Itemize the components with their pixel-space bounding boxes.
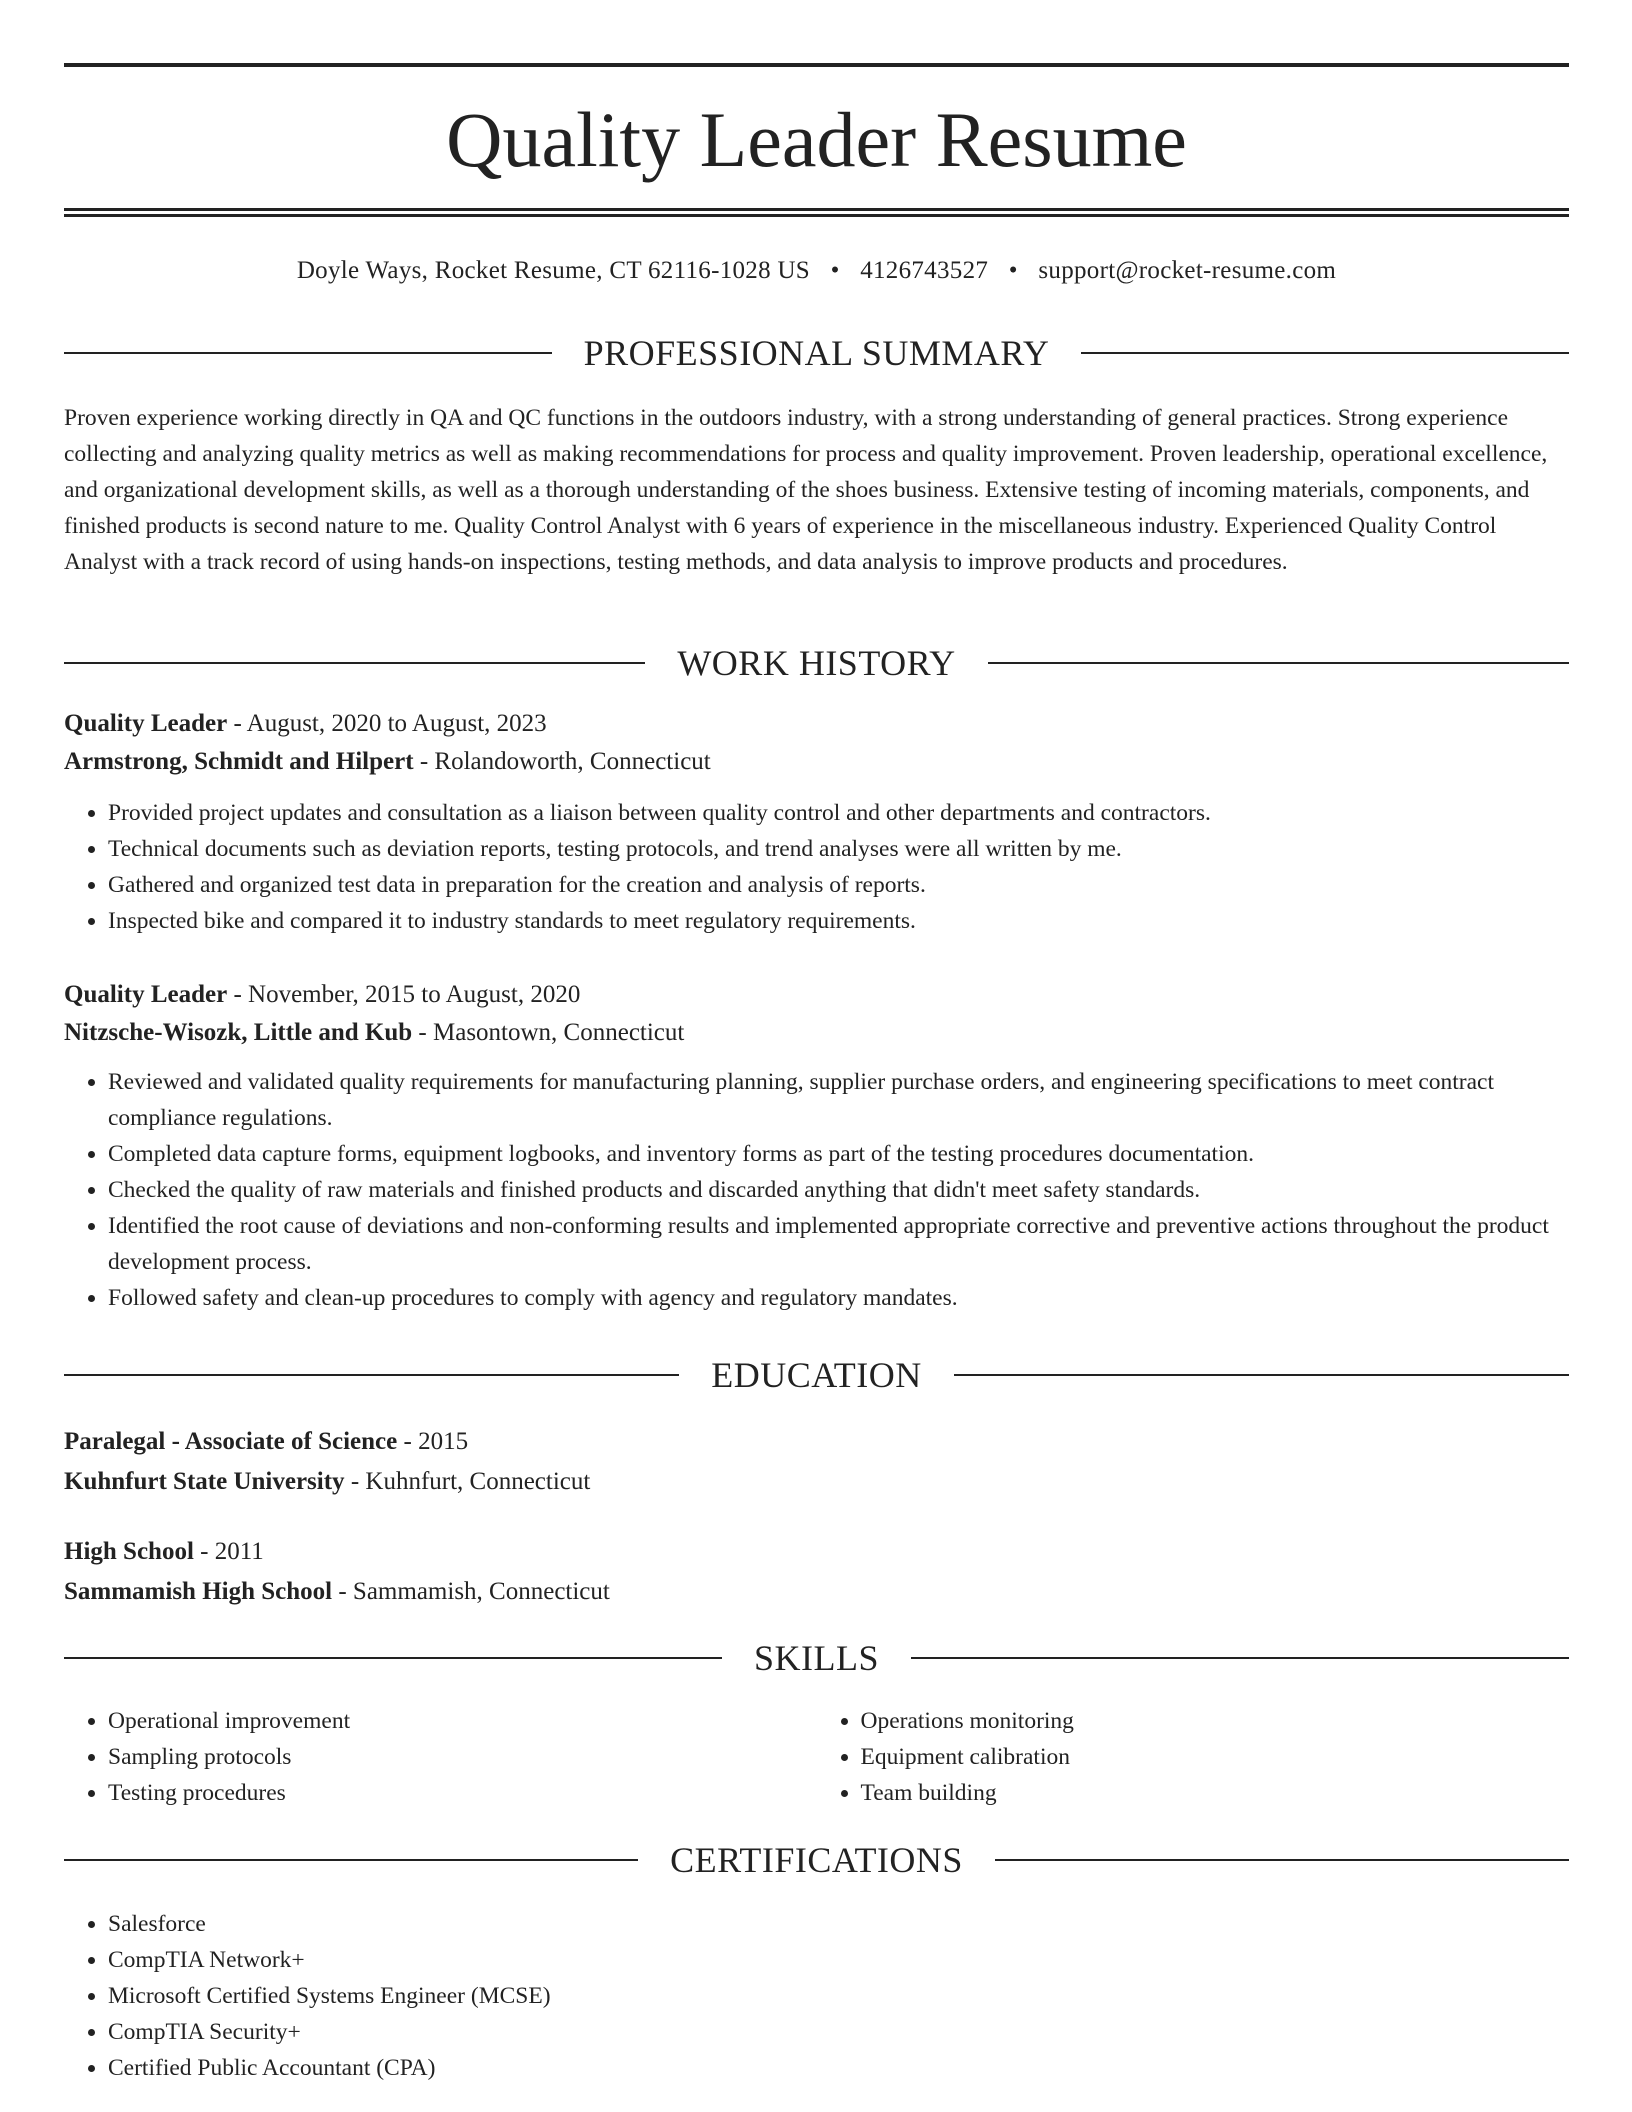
edu-school: Sammamish High School [64, 1578, 333, 1605]
job-bullets [64, 795, 1569, 939]
list-item: • Identified the root cause of deviations and non-conforming results and implemented appropriate corrective and preventive actions throughout the product development process. [108, 1208, 1569, 1280]
list-item: • Operational improvement [108, 1703, 817, 1739]
education-entry [64, 1532, 1569, 1612]
section-title: WORK HISTORY [677, 643, 956, 683]
contact-separator: • [1008, 257, 1018, 284]
list-item: • Technical documents such as deviation reports, testing protocols, and trend analyses were all written by me. [108, 831, 1569, 867]
job-company: Armstrong, Schmidt and Hilpert [64, 748, 414, 775]
certifications [64, 1906, 1569, 2086]
edu-school: Kuhnfurt State University [64, 1468, 345, 1495]
list-item: • CompTIA Security+ [108, 2014, 1569, 2050]
list-item: • Reviewed and validated quality requirements for manufacturing planning, supplier purchase orders, and engineering specifications to meet contract compliance regulations. [108, 1064, 1569, 1136]
list-item: • Operations monitoring [861, 1703, 1570, 1739]
contact-line [64, 255, 1569, 287]
list-item: • Certified Public Accountant (CPA) [108, 2050, 1569, 2086]
section-title: PROFESSIONAL SUMMARY [583, 333, 1050, 373]
list-item: • Microsoft Certified Systems Engineer (MCSE) [108, 1978, 1569, 2014]
edu-location: - Kuhnfurt, Connecticut [344, 1468, 591, 1495]
section-header-skills [64, 1636, 1569, 1680]
list-item: • CompTIA Network+ [108, 1942, 1569, 1978]
job-dates: - November, 2015 to August, 2020 [227, 981, 581, 1008]
list-item: • Team building [861, 1775, 1570, 1811]
section-title: SKILLS [754, 1638, 880, 1678]
skills-list-right [817, 1703, 1570, 1811]
contact-email[interactable]: support@rocket-resume.com [1038, 257, 1337, 284]
section-title: CERTIFICATIONS [670, 1840, 963, 1880]
job-company: Nitzsche-Wisozk, Little and Kub [64, 1019, 413, 1046]
list-item: • Inspected bike and compared it to industry standards to meet regulatory requirements. [108, 903, 1569, 939]
contact-separator: • [830, 257, 840, 284]
skills-list-left [64, 1703, 817, 1811]
job-entry [64, 705, 1569, 939]
top-rule [64, 63, 1569, 67]
section-header-summary [64, 331, 1569, 375]
edu-location: - Sammamish, Connecticut [332, 1578, 610, 1605]
summary-paragraph: Proven experience working directly in QA and QC functions in the outdoors industry, with a strong understanding of general practices. Strong experience collecting and analyzing quality metrics as well as making recommendations for process and quality improvement. Proven leadership, operational excellence, and organizational development skills, as well as a thorough understanding of the shoes business. Extensive testing of incoming materials, components, and finished products is second nature to me. Quality Control Analyst with 6 years of experience in the miscellaneous industry. Experienced Quality Control Analyst with a track record of using hands-on inspections, testing methods, and data analysis to improve products and procedures. [64, 405, 1548, 575]
certifications-list [64, 1906, 1569, 2086]
page-title: Quality Leader Resume [446, 96, 1187, 183]
edu-degree: Paralegal - Associate of Science [64, 1428, 398, 1455]
edu-year: - 2015 [397, 1428, 469, 1455]
title-double-rule [64, 208, 1569, 217]
job-location: - Masontown, Connecticut [412, 1019, 685, 1046]
list-item: • Salesforce [108, 1906, 1569, 1942]
job-location: - Rolandoworth, Connecticut [413, 748, 711, 775]
list-item: • Provided project updates and consultation as a liaison between quality control and other departments and contractors. [108, 795, 1569, 831]
list-item: • Sampling protocols [108, 1739, 817, 1775]
section-header-certifications [64, 1838, 1569, 1882]
skills-columns [64, 1703, 1569, 1811]
list-item: • Followed safety and clean-up procedures to comply with agency and regulatory mandates. [108, 1280, 1569, 1316]
job-bullets [64, 1064, 1569, 1316]
job-title: Quality Leader [64, 981, 228, 1008]
job-title: Quality Leader [64, 710, 228, 737]
edu-year: - 2011 [193, 1538, 264, 1565]
section-title: EDUCATION [711, 1355, 922, 1395]
job-entry [64, 976, 1569, 1316]
list-item: • Checked the quality of raw materials and finished products and discarded anything that didn't meet safety standards. [108, 1172, 1569, 1208]
section-header-work [64, 641, 1569, 685]
list-item: • Testing procedures [108, 1775, 817, 1811]
list-item: • Gathered and organized test data in preparation for the creation and analysis of reports. [108, 867, 1569, 903]
list-item: • Equipment calibration [861, 1739, 1570, 1775]
edu-degree: High School [64, 1538, 194, 1565]
contact-address: Doyle Ways, Rocket Resume, CT 62116-1028 US [296, 257, 810, 284]
job-dates: - August, 2020 to August, 2023 [227, 710, 547, 737]
section-header-education [64, 1353, 1569, 1397]
list-item: • Completed data capture forms, equipment logbooks, and inventory forms as part of the testing procedures documentation. [108, 1136, 1569, 1172]
contact-phone: 4126743527 [860, 257, 989, 284]
education-entry [64, 1422, 1569, 1502]
